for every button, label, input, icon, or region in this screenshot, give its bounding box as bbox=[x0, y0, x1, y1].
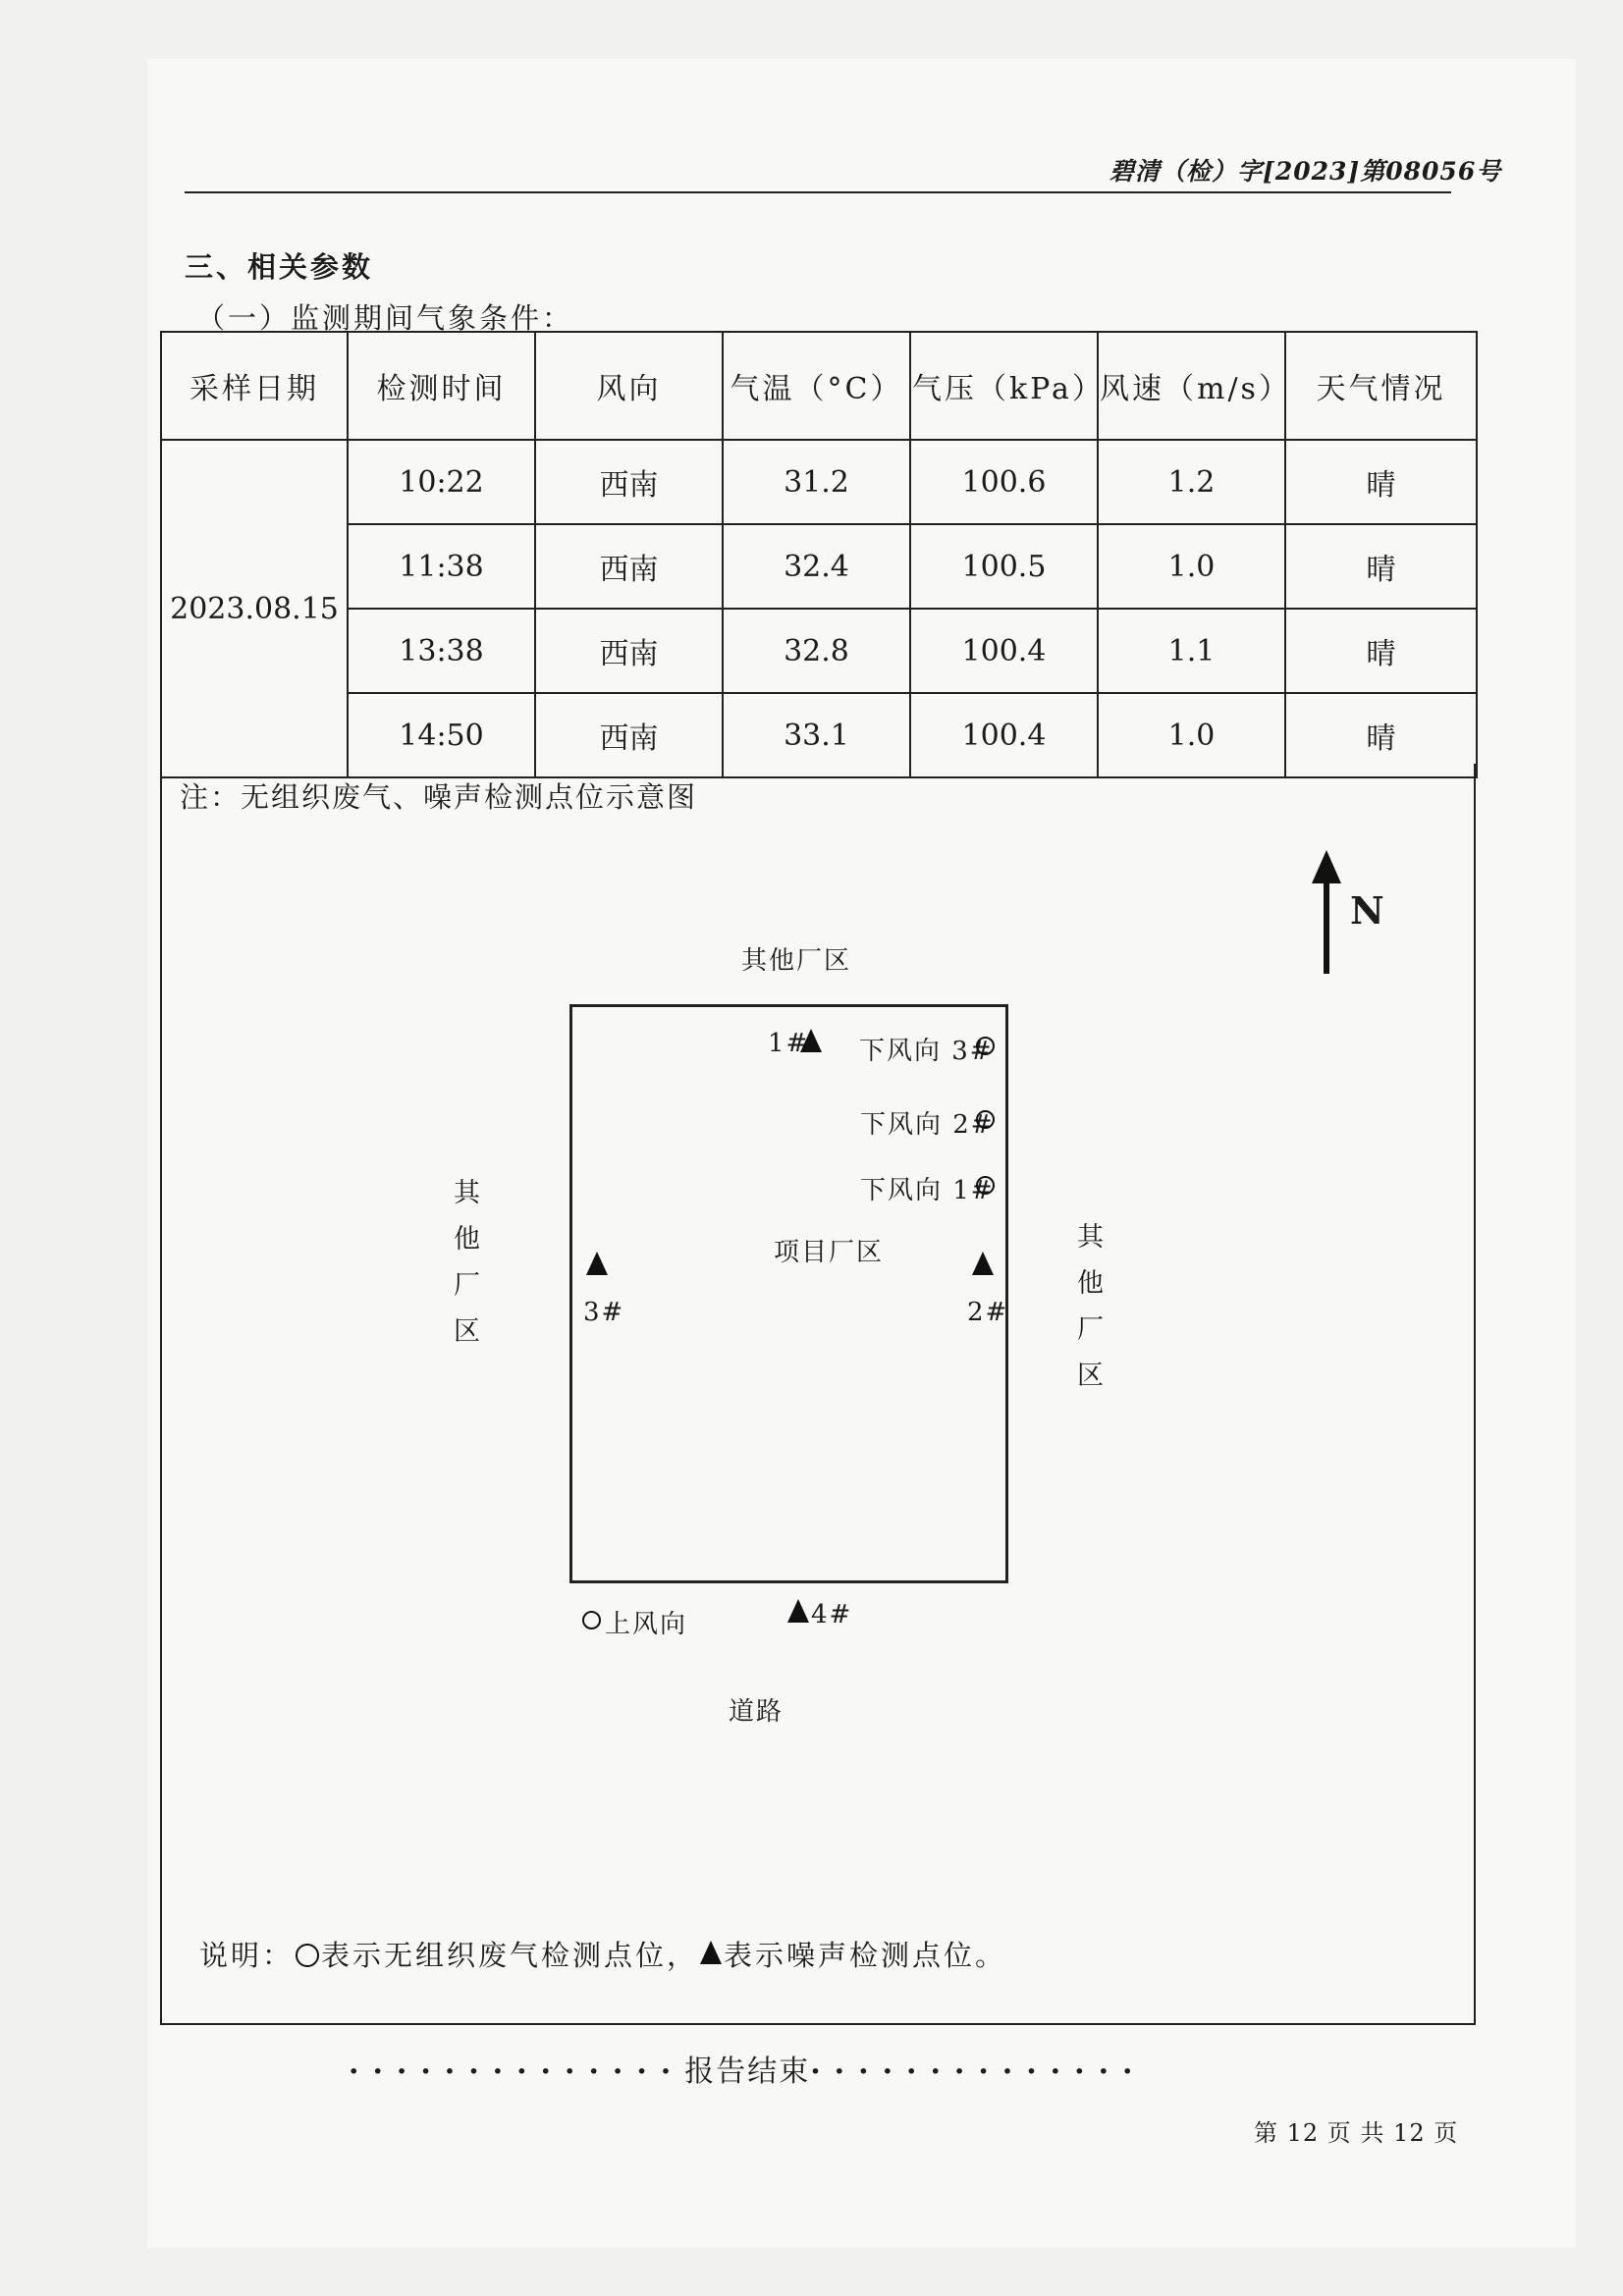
wind-direction-cell: 西南 bbox=[535, 609, 723, 693]
temperature-cell: 31.2 bbox=[723, 440, 910, 524]
pressure-cell: 100.4 bbox=[910, 693, 1098, 777]
pressure-cell: 100.6 bbox=[910, 440, 1098, 524]
circle-icon bbox=[582, 1611, 601, 1629]
table-row bbox=[161, 524, 1477, 609]
time-cell: 13:38 bbox=[348, 609, 535, 693]
noise-point-label: 4# bbox=[811, 1600, 853, 1629]
subsection-title: （一）监测期间气象条件： bbox=[196, 301, 574, 335]
project-site-label: 项目厂区 bbox=[774, 1238, 885, 1267]
diagram-legend bbox=[199, 1934, 1006, 1974]
time-cell: 14:50 bbox=[348, 693, 535, 777]
triangle-icon bbox=[787, 1599, 809, 1623]
north-label: N bbox=[1350, 888, 1384, 933]
noise-point-label: 1# bbox=[768, 1029, 810, 1058]
header-cell: 天气情况 bbox=[1285, 332, 1477, 440]
south-area-label: 道路 bbox=[729, 1697, 784, 1727]
triangle-icon bbox=[800, 1029, 822, 1052]
legend-noise-text: 表示噪声检测点位。 bbox=[724, 1939, 1007, 1972]
report-end-text: 报告结束 bbox=[684, 2055, 811, 2089]
weather-cell: 晴 bbox=[1285, 693, 1477, 777]
wind-direction-cell: 西南 bbox=[535, 440, 723, 524]
weather-table bbox=[160, 331, 1478, 778]
section-title: 三、相关参数 bbox=[185, 250, 374, 284]
weather-cell: 晴 bbox=[1285, 609, 1477, 693]
circle-icon bbox=[976, 1176, 995, 1195]
table-header-row bbox=[161, 332, 1477, 440]
header-cell: 风速（m/s） bbox=[1098, 332, 1285, 440]
noise-point-label: 3# bbox=[583, 1298, 625, 1327]
time-cell: 10:22 bbox=[348, 440, 535, 524]
circle-icon bbox=[976, 1110, 995, 1129]
triangle-icon bbox=[586, 1252, 608, 1275]
west-area-label: 其他厂区 bbox=[449, 1178, 479, 1362]
pressure-cell: 100.4 bbox=[910, 609, 1098, 693]
noise-point-label: 2# bbox=[967, 1298, 1009, 1327]
header-cell: 气温（°C） bbox=[723, 332, 910, 440]
triangle-icon bbox=[700, 1941, 722, 1964]
table-row bbox=[161, 609, 1477, 693]
page-number: 第 12 页 共 12 页 bbox=[1254, 2119, 1459, 2147]
legend-gas-text: 表示无组织废气检测点位， bbox=[321, 1939, 699, 1972]
north-area-label: 其他厂区 bbox=[741, 946, 852, 976]
dots-left: ·············· bbox=[349, 2055, 685, 2089]
project-site-boundary bbox=[569, 1004, 1008, 1583]
wind-speed-cell: 1.0 bbox=[1098, 693, 1285, 777]
wind-speed-cell: 1.0 bbox=[1098, 524, 1285, 609]
pressure-cell: 100.5 bbox=[910, 524, 1098, 609]
legend-prefix: 说明： bbox=[199, 1939, 295, 1972]
sampling-date-cell: 2023.08.15 bbox=[161, 440, 348, 777]
table-row bbox=[161, 440, 1477, 524]
gas-point-label: 上风向 bbox=[605, 1610, 688, 1639]
circle-icon bbox=[296, 1944, 319, 1967]
temperature-cell: 33.1 bbox=[723, 693, 910, 777]
wind-direction-cell: 西南 bbox=[535, 524, 723, 609]
north-arrow-shaft bbox=[1324, 876, 1329, 974]
gas-point-label: 下风向 3# bbox=[859, 1037, 994, 1066]
temperature-cell: 32.8 bbox=[723, 609, 910, 693]
header-rule bbox=[185, 191, 1451, 193]
time-cell: 11:38 bbox=[348, 524, 535, 609]
diagram-note: 注：无组织废气、噪声检测点位示意图 bbox=[180, 780, 698, 814]
weather-cell: 晴 bbox=[1285, 524, 1477, 609]
dots-right: ·············· bbox=[810, 2055, 1147, 2089]
header-cell: 检测时间 bbox=[348, 332, 535, 440]
gas-point-label: 下风向 1# bbox=[860, 1176, 995, 1205]
report-end-line bbox=[349, 2047, 1146, 2090]
triangle-icon bbox=[972, 1252, 994, 1275]
header-cell: 气压（kPa） bbox=[910, 332, 1098, 440]
wind-speed-cell: 1.1 bbox=[1098, 609, 1285, 693]
header-cell: 风向 bbox=[535, 332, 723, 440]
temperature-cell: 32.4 bbox=[723, 524, 910, 609]
circle-icon bbox=[976, 1037, 995, 1055]
header-cell: 采样日期 bbox=[161, 332, 348, 440]
wind-speed-cell: 1.2 bbox=[1098, 440, 1285, 524]
wind-direction-cell: 西南 bbox=[535, 693, 723, 777]
report-code: 碧清（检）字[2023]第08056号 bbox=[1109, 157, 1502, 186]
weather-cell: 晴 bbox=[1285, 440, 1477, 524]
east-area-label: 其他厂区 bbox=[1072, 1222, 1103, 1407]
gas-point-label: 下风向 2# bbox=[860, 1110, 995, 1140]
